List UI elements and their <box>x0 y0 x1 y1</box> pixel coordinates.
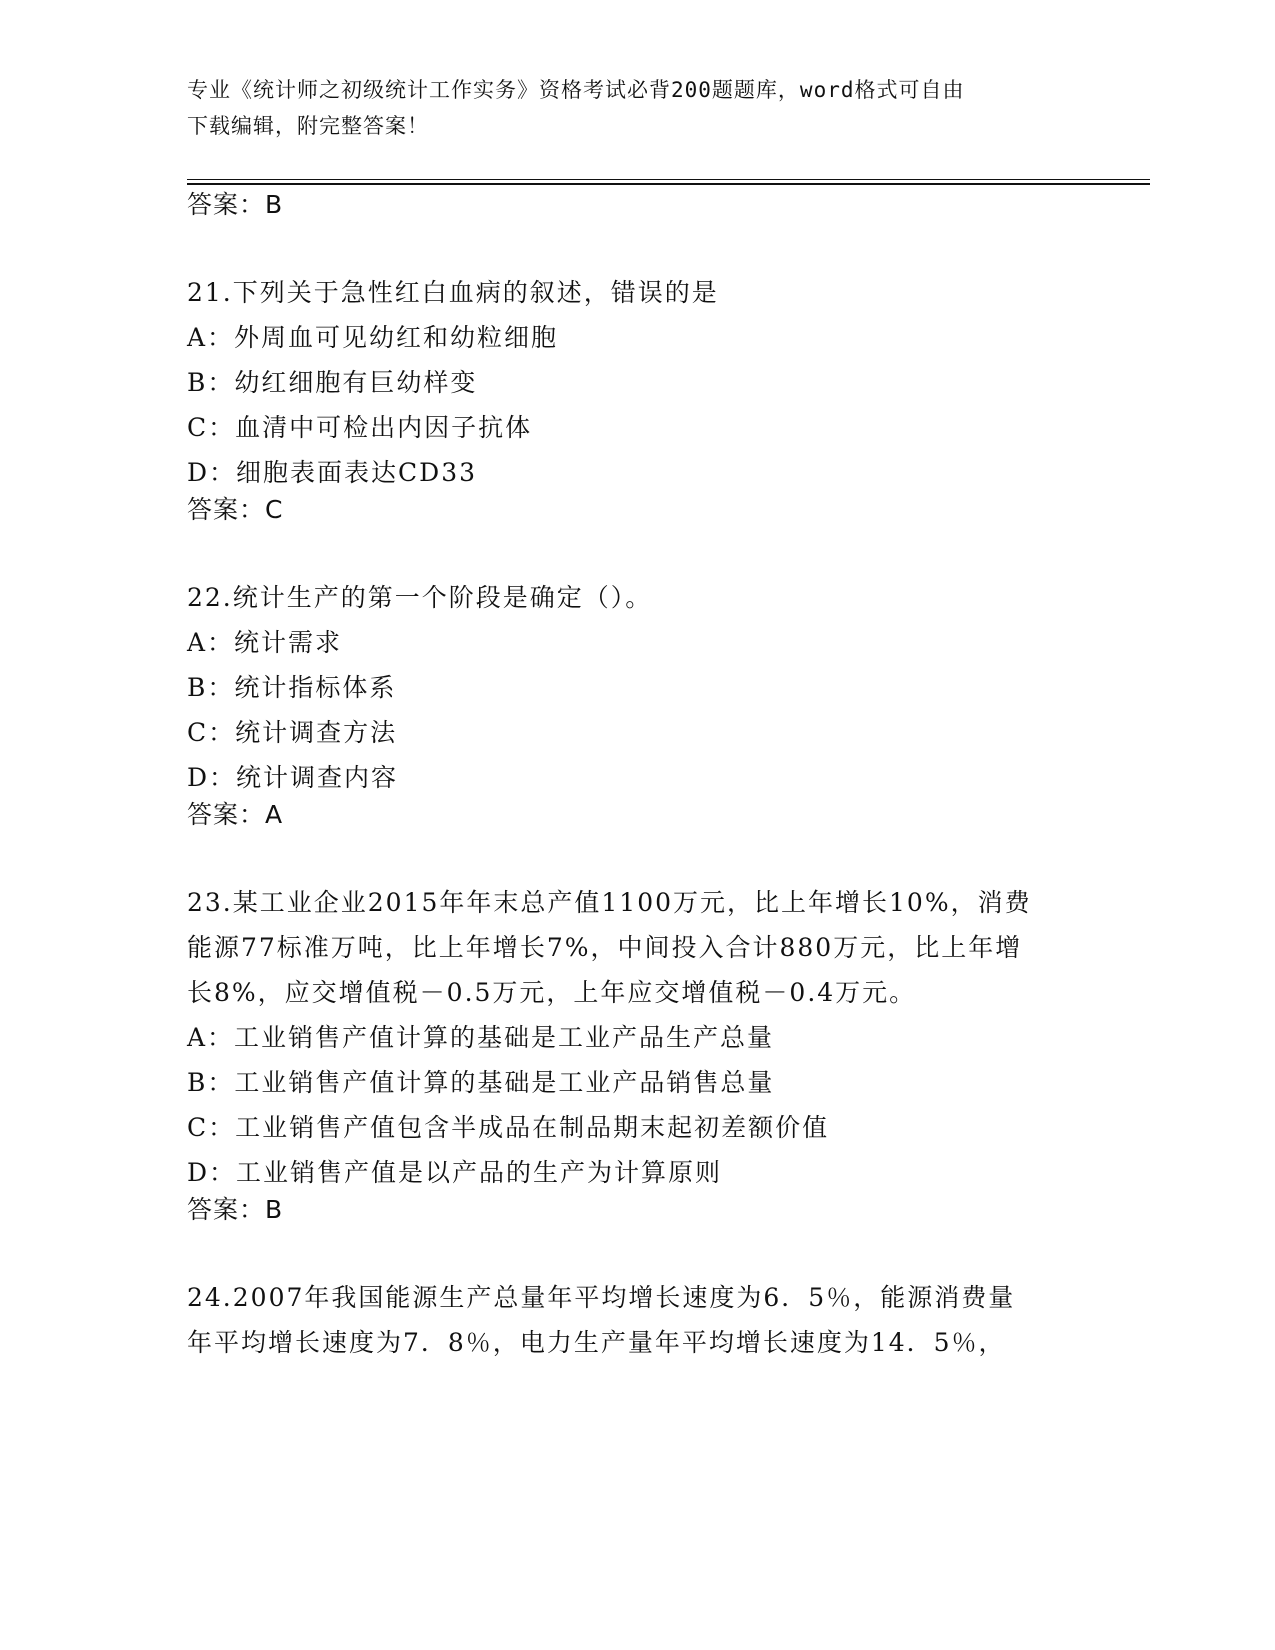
question-stem: 能源77标准万吨，比上年增长7%，中间投入合计880万元，比上年增 <box>187 933 1023 962</box>
document-header <box>187 72 1087 144</box>
option-a: A：统计需求 <box>187 628 343 657</box>
question-list <box>187 190 1087 1365</box>
question-block <box>187 270 1087 525</box>
question-stem: 21.下列关于急性红白血病的叙述，错误的是 <box>187 278 719 307</box>
answer-line: 答案：A <box>187 800 284 829</box>
header-line: 下载编辑，附完整答案！ <box>187 114 429 138</box>
question-stem: 23.某工业企业2015年年末总产值1100万元，比上年增长10%，消费 <box>187 888 1032 917</box>
answer-line: 答案：C <box>187 495 284 524</box>
option-b: B：工业销售产值计算的基础是工业产品销售总量 <box>187 1068 775 1097</box>
question-block <box>187 880 1087 1225</box>
option-a: A：工业销售产值计算的基础是工业产品生产总量 <box>187 1023 775 1052</box>
header-divider <box>187 183 1150 185</box>
option-b: B：统计指标体系 <box>187 673 397 702</box>
question-block <box>187 575 1087 830</box>
question-stem: 年平均增长速度为7．8％，电力生产量年平均增长速度为14．5％， <box>187 1328 1006 1357</box>
option-d: D：统计调查内容 <box>187 763 399 792</box>
header-line: 专业《统计师之初级统计工作实务》资格考试必背200题题库，word格式可自由 <box>187 78 965 102</box>
question-block <box>187 1275 1087 1365</box>
option-d: D：细胞表面表达CD33 <box>187 458 478 487</box>
option-a: A：外周血可见幼红和幼粒细胞 <box>187 323 559 352</box>
option-d: D：工业销售产值是以产品的生产为计算原则 <box>187 1158 723 1187</box>
header-divider <box>187 179 1150 180</box>
question-stem: 长8%，应交增值税－0.5万元，上年应交增值税－0.4万元。 <box>187 978 917 1007</box>
answer-line: 答案：B <box>187 190 284 219</box>
option-c: C：统计调查方法 <box>187 718 398 747</box>
option-c: C：工业销售产值包含半成品在制品期末起初差额价值 <box>187 1113 830 1142</box>
option-c: C：血清中可检出内因子抗体 <box>187 413 533 442</box>
option-b: B：幼红细胞有巨幼样变 <box>187 368 478 397</box>
question-stem: 22.统计生产的第一个阶段是确定（）。 <box>187 583 653 612</box>
question-stem: 24.2007年我国能源生产总量年平均增长速度为6．5％，能源消费量 <box>187 1283 1016 1312</box>
answer-line: 答案：B <box>187 1195 284 1224</box>
